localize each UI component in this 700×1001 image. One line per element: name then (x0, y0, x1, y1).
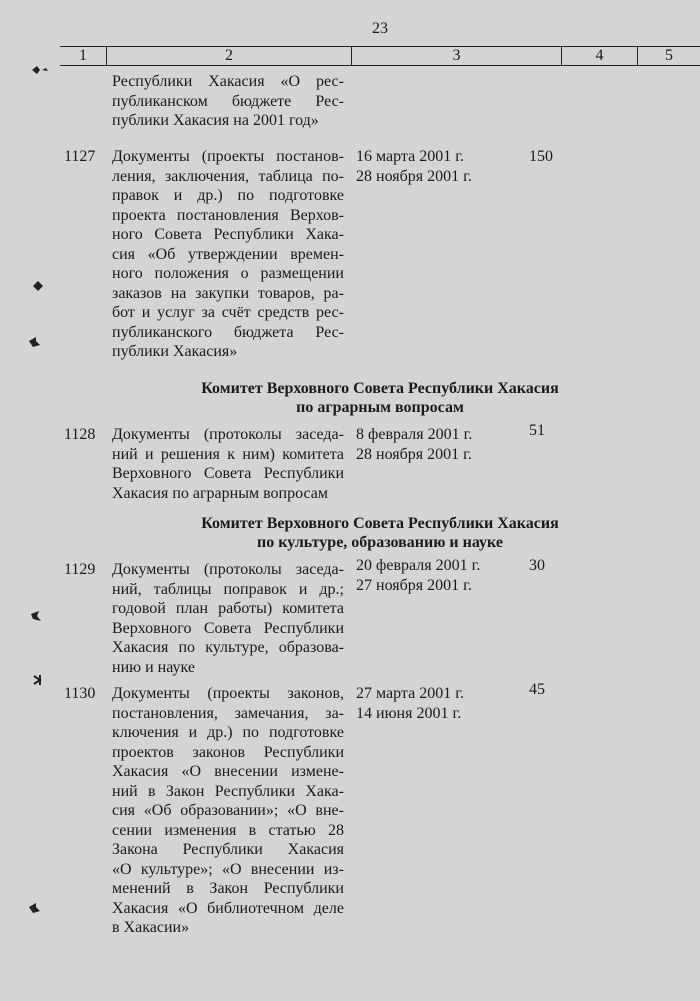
description-line: бот и услуг за счёт средств рес- (112, 304, 344, 321)
section-heading-line: Комитет Верховного Совета Республики Хакасия (201, 380, 559, 397)
binding-hole-mark (26, 900, 42, 916)
description-line: годовой план работы) комитета (112, 600, 344, 617)
section-heading (100, 379, 660, 417)
description-line: Хакасия «О внесении измене- (112, 763, 344, 780)
entry-sheet-count: 51 (529, 422, 545, 439)
description-line: нию и науке (112, 658, 195, 676)
description-line: Документы (проекты законов, (112, 685, 344, 702)
date-start: 27 марта 2001 г. (356, 685, 464, 702)
entry-number: 1128 (64, 426, 96, 443)
description-line: Верховного Совета Республики (112, 619, 344, 637)
description-line: постановления, замечания, за- (112, 704, 344, 722)
section-heading (100, 514, 660, 552)
column-header-1: 1 (79, 47, 87, 64)
description-line: правок и др.) по подготовке (112, 187, 344, 204)
section-heading-line: по культуре, образованию и науке (257, 534, 503, 551)
entry-number: 1130 (64, 685, 96, 702)
description-line: ления, заключения, таблица по- (112, 167, 344, 185)
description-line: Закона Республики Хакасия (112, 841, 344, 858)
table-header (60, 46, 700, 66)
description-line: Хакасия по культуре, образова- (112, 639, 344, 656)
entry-sheet-count: 150 (529, 148, 553, 165)
entry-dates (356, 425, 472, 464)
description-line: проекта постановления Верхов- (112, 206, 344, 224)
description-line: публиканского бюджета Рес- (112, 323, 344, 341)
column-header-5: 5 (637, 47, 700, 65)
entry-dates (356, 684, 464, 723)
date-start: 16 марта 2001 г. (356, 148, 464, 165)
binding-hole-mark (28, 62, 52, 78)
entry-description (112, 425, 344, 503)
date-end: 28 ноября 2001 г. (356, 167, 472, 185)
entry-description (112, 560, 344, 677)
description-line: ного Совета Республики Хака- (112, 226, 344, 243)
description-line: «О культуре»; «О внесении из- (112, 860, 344, 878)
description-line: публики Хакасия» (112, 343, 238, 360)
entry-sheet-count: 45 (529, 681, 545, 698)
description-line: Хакасия по аграрным вопросам (112, 484, 329, 502)
binding-hole-mark (26, 334, 42, 350)
entry-description (112, 684, 344, 938)
description-line: ключения и др.) по подготовке (112, 724, 344, 741)
entry-sheet-count: 30 (529, 557, 545, 574)
entry-number: 1127 (64, 148, 96, 165)
section-heading-line: по аграрным вопросам (296, 399, 464, 416)
page-number: 23 (372, 20, 388, 37)
date-end: 14 июня 2001 г. (356, 704, 462, 722)
description-line: ного положения о размещении (112, 265, 344, 282)
column-header-3: 3 (351, 47, 561, 65)
description-line: Документы (протоколы заседа- (112, 561, 344, 578)
continuation-description (112, 72, 344, 131)
description-line: сия «Об утверждении времен- (112, 245, 344, 263)
section-heading-line: Комитет Верховного Совета Республики Хакасия (201, 515, 559, 532)
description-line: проектов законов Республики (112, 743, 344, 761)
description-line: публики Хакасия на 2001 год» (112, 112, 319, 129)
date-end: 28 ноября 2001 г. (356, 445, 472, 463)
binding-hole-mark (30, 672, 46, 688)
entry-number: 1129 (64, 561, 96, 578)
description-line: Верховного Совета Республики (112, 465, 344, 482)
column-header-4: 4 (561, 47, 637, 65)
description-line: Документы (протоколы заседа- (112, 426, 344, 443)
entry-dates (356, 556, 480, 595)
description-line: сия «Об образовании»; «О вне- (112, 802, 344, 819)
description-line: Республики Хакасия «О рес- (112, 73, 344, 90)
date-start: 8 февраля 2001 г. (356, 426, 473, 443)
description-line: ний и решения к ним) комитета (112, 445, 344, 463)
description-line: в Хакасии» (112, 919, 190, 936)
description-line: публиканском бюджете Рес- (112, 92, 344, 110)
date-end: 27 ноября 2001 г. (356, 576, 472, 594)
entry-description (112, 147, 344, 362)
description-line: Хакасия «О библиотечном деле (112, 899, 344, 917)
binding-hole-mark (30, 278, 46, 294)
date-start: 20 февраля 2001 г. (356, 557, 481, 574)
description-line: заказов на закупки товаров, ра- (112, 284, 344, 302)
description-line: Документы (проекты постанов- (112, 148, 344, 165)
binding-hole-mark (28, 608, 44, 624)
description-line: сении изменения в статью 28 (112, 821, 344, 839)
description-line: ний, таблицы поправок и др.; (112, 580, 344, 598)
column-header-2: 2 (106, 47, 351, 65)
description-line: ний в Закон Республики Хака- (112, 782, 344, 800)
entry-dates (356, 147, 472, 186)
description-line: менений в Закон Республики (112, 880, 344, 897)
